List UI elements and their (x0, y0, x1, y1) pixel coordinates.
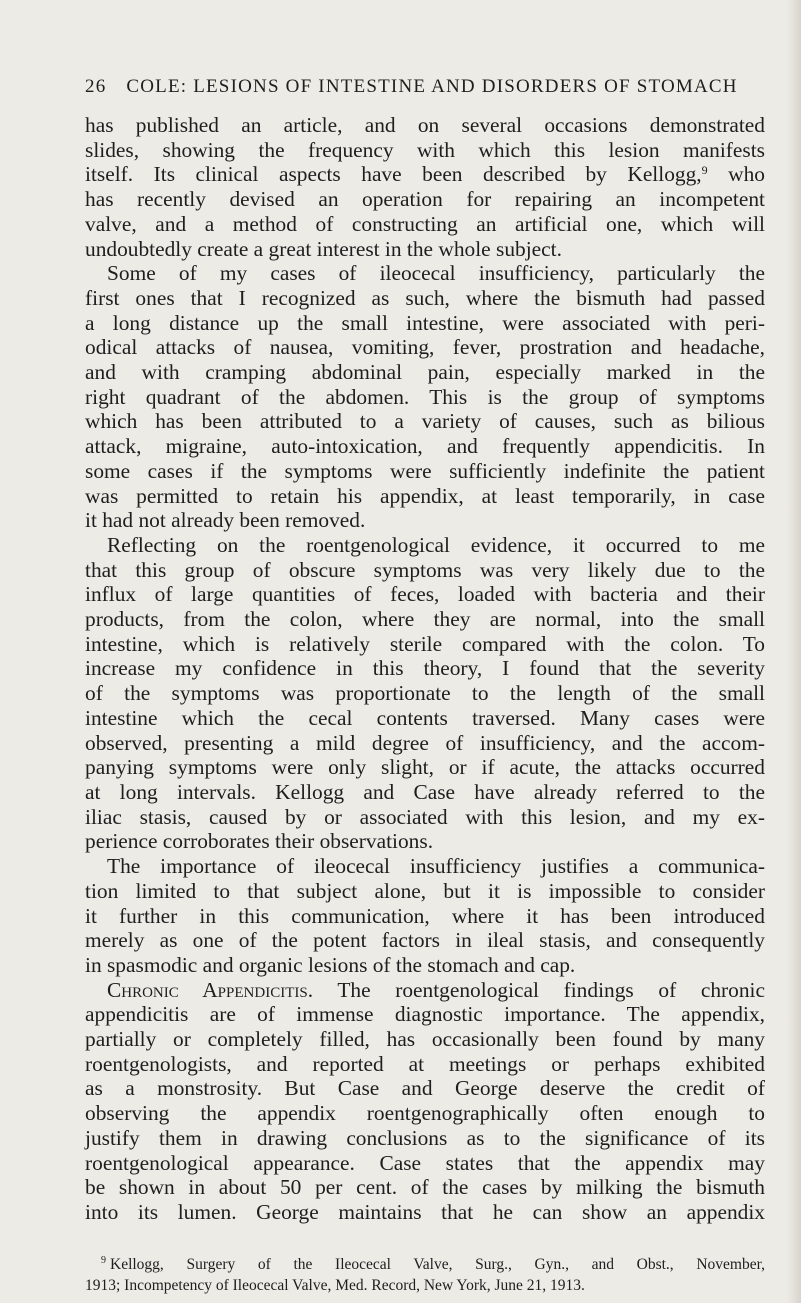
text-line: first ones that I recognized as such, where the bismuth had passed (85, 285, 765, 310)
text-line: at long intervals. Kellogg and Case have already referred to the (85, 779, 765, 804)
text-line: merely as one of the potent factors in ileal stasis, and consequently (85, 928, 765, 953)
text-line: of the symptoms was proportionate to the length of the small (85, 681, 765, 706)
page-number: 26 (85, 76, 107, 97)
text-line: be shown in about 50 per cent. of the cases by milking the bismuth (85, 1175, 765, 1200)
running-title: COLE: LESIONS OF INTESTINE AND DISORDERS OF STOMACH (126, 76, 738, 97)
text-line: which has been attributed to a variety of causes, such as bilious (85, 409, 765, 434)
paragraph-start: Reflecting on the roentgenological evidence, it occurred to me (107, 532, 765, 557)
text-line: has published an article, and on several occasions demonstrated (85, 113, 765, 137)
text-line-part: who (728, 162, 765, 187)
footnote-line: 1913; Incompetency of Ileocecal Valve, Med. Record, New York, June 21, 1913. (85, 1276, 585, 1294)
text-line: right quadrant of the abdomen. This is the group of symptoms (85, 384, 765, 409)
text-line: perience corroborates their observations. (85, 829, 434, 854)
text-line: some cases if the symptoms were sufficiently indefinite the patient (85, 458, 765, 483)
text-line: panying symptoms were only slight, or if acute, the attacks occurred (85, 755, 765, 780)
text-line: slides, showing the frequency with which this lesion manifests (85, 137, 765, 162)
text-line: valve, and a method of constructing an artificial one, which will (85, 211, 765, 236)
text-line: was permitted to retain his appendix, at least temporarily, in case (85, 483, 765, 508)
text-line: that this group of obscure symptoms was very likely due to the (85, 557, 765, 582)
text-line: intestine, which is relatively sterile compared with the colon. To (85, 631, 765, 656)
footnote-line (85, 1255, 765, 1276)
text-line: into its lumen. George maintains that he can show an appendix (85, 1199, 765, 1224)
paragraph-start (85, 978, 765, 1003)
running-header (85, 76, 765, 98)
text-line: tion limited to that subject alone, but it is impossible to consider (85, 878, 765, 903)
text-line: justify them in drawing conclusions as to the significance of its (85, 1125, 765, 1150)
paragraph-start: The importance of ileocecal insufficiency justifies a communica- (107, 854, 765, 879)
text-line: it further in this communication, where it has been introduced (85, 903, 765, 928)
text-line: odical attacks of nausea, vomiting, fever, prostration and headache, (85, 335, 765, 360)
text-line: intestine which the cecal contents traversed. Many cases were (85, 705, 765, 730)
footnote-reference: 9 (701, 163, 708, 178)
text-line: attack, migraine, auto-intoxication, and frequently appendicitis. In (85, 434, 765, 459)
text-line-part: itself. Its clinical aspects have been described by Kellogg, (85, 162, 702, 187)
footnote-text: Kellogg, Surgery of the Ileocecal Valve, Surg., Gyn., and Obst., November, (110, 1256, 765, 1273)
text-line: products, from the colon, where they are normal, into the small (85, 607, 765, 632)
page-edge-shadow (787, 0, 801, 1303)
text-line: observing the appendix roentgenographically often enough to (85, 1101, 765, 1126)
text-line-part: The roentgenological findings of chronic (337, 977, 765, 1002)
text-line: roentgenologists, and reported at meetings or perhaps exhibited (85, 1051, 765, 1076)
text-line: appendicitis are of immense diagnostic importance. The appendix, (85, 1002, 765, 1027)
text-line: it had not already been removed. (85, 508, 366, 533)
text-line: partially or completely filled, has occasionally been found by many (85, 1027, 765, 1052)
text-line: increase my confidence in this theory, I found that the severity (85, 656, 765, 681)
text-line: as a monstrosity. But Case and George deserve the credit of (85, 1076, 765, 1101)
text-line: in spasmodic and organic lesions of the stomach and cap. (85, 952, 576, 977)
text-line: a long distance up the small intestine, were associated with peri- (85, 310, 765, 335)
text-line (85, 162, 765, 187)
footnote (85, 1255, 765, 1296)
footnote-marker: 9 (101, 1255, 106, 1266)
text-line: observed, presenting a mild degree of insufficiency, and the accom- (85, 730, 765, 755)
text-line: and with cramping abdominal pain, especially marked in the (85, 360, 765, 385)
paragraph-start: Some of my cases of ileocecal insufficiency, particularly the (107, 261, 765, 286)
text-line: influx of large quantities of feces, loaded with bacteria and their (85, 582, 765, 607)
section-heading: Chronic Appendicitis. (107, 977, 314, 1002)
body-text (85, 113, 765, 1225)
text-line: roentgenological appearance. Case states that the appendix may (85, 1150, 765, 1175)
text-line: has recently devised an operation for repairing an incompetent (85, 187, 765, 212)
text-line: iliac stasis, caused by or associated with this lesion, and my ex- (85, 804, 765, 829)
text-line: undoubtedly create a great interest in the whole subject. (85, 236, 562, 261)
